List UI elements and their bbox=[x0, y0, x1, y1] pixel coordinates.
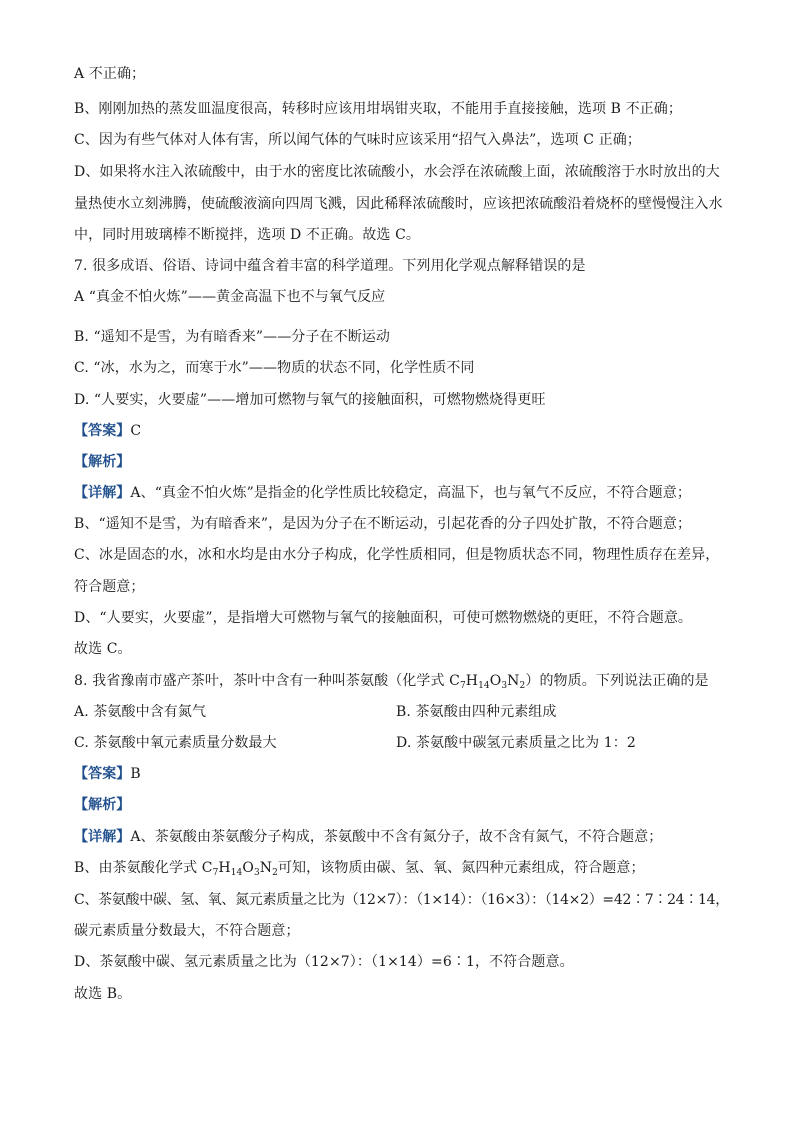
q7-option-d: D. “人要实，火要虚”——增加可燃物与氧气的接触面积，可燃物燃烧得更旺 bbox=[74, 392, 546, 408]
answer-tag: 【答案】 bbox=[74, 766, 131, 782]
formula-sub: 3 bbox=[253, 868, 260, 878]
formula-sub: 3 bbox=[501, 681, 508, 691]
q8-detail-line: C、茶氨酸中碳、氢、氧、氮元素质量之比为（12×7）：（1×14）：（16×3）：（14×2）=42∶7∶24∶14， bbox=[74, 892, 729, 908]
formula-sub: 14 bbox=[478, 681, 490, 691]
detail-text: A、茶氨酸由茶氨酸分子构成，茶氨酸中不含有氮分子，故不含有氮气，不符合题意； bbox=[130, 829, 663, 845]
q7-option-c: C. “冰，水为之，而寒于水”——物质的状态不同，化学性质不同 bbox=[74, 360, 475, 376]
formula-sub: 7 bbox=[459, 681, 466, 691]
formula-el: N bbox=[259, 860, 273, 876]
q8-detail-line: 碳元素质量分数最大，不符合题意； bbox=[74, 923, 300, 939]
q6-text-line: 量热使水立刻沸腾，使硫酸液滴向四周飞溅，因此稀释浓硫酸时，应该把浓硫酸沿着烧杯的壁慢慢注入水 bbox=[74, 196, 723, 212]
q7-detail-line: 故选 C。 bbox=[74, 641, 132, 657]
formula-sub: 2 bbox=[272, 868, 278, 878]
answer-tag: 【答案】 bbox=[74, 423, 131, 439]
q7-detail-line bbox=[74, 483, 691, 503]
detail-text: A、“真金不怕火炼”是指金的化学性质比较稳定，高温下，也与氧气不反应，不符合题意； bbox=[130, 485, 691, 501]
q7-option-a: A “真金不怕火炼”——黄金高温下也不与氧气反应 bbox=[74, 289, 386, 305]
analysis-tag: 【解析】 bbox=[74, 454, 131, 470]
detail-text: B、由茶氨酸化学式 C bbox=[74, 860, 213, 876]
q7-stem: 7. 很多成语、俗语、诗词中蕴含着丰富的科学道理。下列用化学观点解释错误的是 bbox=[74, 258, 586, 274]
q8-answer bbox=[74, 764, 141, 784]
detail-tag: 【详解】 bbox=[74, 485, 131, 501]
q6-text-line: A 不正确； bbox=[74, 66, 146, 82]
answer-value: C bbox=[130, 423, 142, 439]
q8-stem-post: ）的物质。下列说法正确的是 bbox=[525, 673, 709, 689]
q8-option-d: D. 茶氨酸中碳氢元素质量之比为 1：2 bbox=[396, 735, 636, 751]
q6-text-line: B、刚刚加热的蒸发皿温度很高，转移时应该用坩埚钳夹取，不能用手直接接触，选项 B 不正确； bbox=[74, 101, 682, 117]
q8-option-c: C. 茶氨酸中氧元素质量分数最大 bbox=[74, 735, 277, 751]
analysis-tag: 【解析】 bbox=[74, 797, 131, 813]
formula-sub: 14 bbox=[230, 868, 243, 878]
q8-analysis-heading bbox=[74, 795, 130, 815]
q6-text-line: 中，同时用玻璃棒不断搅拌，选项 D 不正确。故选 C。 bbox=[74, 227, 420, 243]
formula-el: H bbox=[218, 860, 231, 876]
q7-option-b: B. “遥知不是雪，为有暗香来”——分子在不断运动 bbox=[74, 329, 391, 345]
q7-detail-line: D、“人要实，火要虚”，是指增大可燃物与氧气的接触面积，可使可燃物燃烧的更旺，不符合题意。 bbox=[74, 610, 693, 626]
answer-value: B bbox=[130, 766, 141, 782]
detail-tag: 【详解】 bbox=[74, 829, 131, 845]
q8-stem bbox=[74, 671, 709, 691]
q6-text-line: D、如果将水注入浓硫酸中，由于水的密度比浓硫酸小，水会浮在浓硫酸上面，浓硫酸溶于水时放出的大 bbox=[74, 164, 720, 180]
detail-text: 可知，该物质由碳、氢、氧、氮四种元素组成，符合题意； bbox=[277, 860, 645, 876]
q8-detail-line bbox=[74, 858, 645, 878]
formula-el: O bbox=[242, 860, 254, 876]
q8-option-a: A. 茶氨酸中含有氮气 bbox=[74, 704, 207, 720]
q7-detail-line: 符合题意； bbox=[74, 579, 145, 595]
q8-detail-line: D、茶氨酸中碳、氢元素质量之比为（12×7）：（1×14）=6∶1，不符合题意。 bbox=[74, 954, 574, 970]
q7-analysis-heading bbox=[74, 452, 130, 472]
q7-answer bbox=[74, 421, 141, 441]
formula-el: O bbox=[489, 673, 502, 689]
q8-stem-pre: 8. 我省豫南市盛产茶叶，茶叶中含有一种叫茶氨酸（化学式 C bbox=[74, 673, 460, 689]
q7-detail-line: C、冰是固态的水，冰和水均是由水分子构成，化学性质相同，但是物质状态不同，物理性质存在差异， bbox=[74, 547, 720, 563]
q6-text-line: C、因为有些气体对人体有害，所以闻气体的气味时应该采用“招气入鼻法”，选项 C 正确； bbox=[74, 132, 641, 148]
formula-sub: 7 bbox=[212, 868, 219, 878]
q8-detail-line bbox=[74, 827, 662, 847]
q7-detail-line: B、“遥知不是雪，为有暗香来”，是因为分子在不断运动，引起花香的分子四处扩散，不符合题意； bbox=[74, 516, 692, 532]
formula-el: N bbox=[507, 673, 520, 689]
formula-el: H bbox=[465, 673, 479, 689]
formula-sub: 2 bbox=[519, 681, 526, 691]
q8-option-b: B. 茶氨酸由四种元素组成 bbox=[396, 704, 557, 720]
q8-detail-line: 故选 B。 bbox=[74, 986, 132, 1002]
